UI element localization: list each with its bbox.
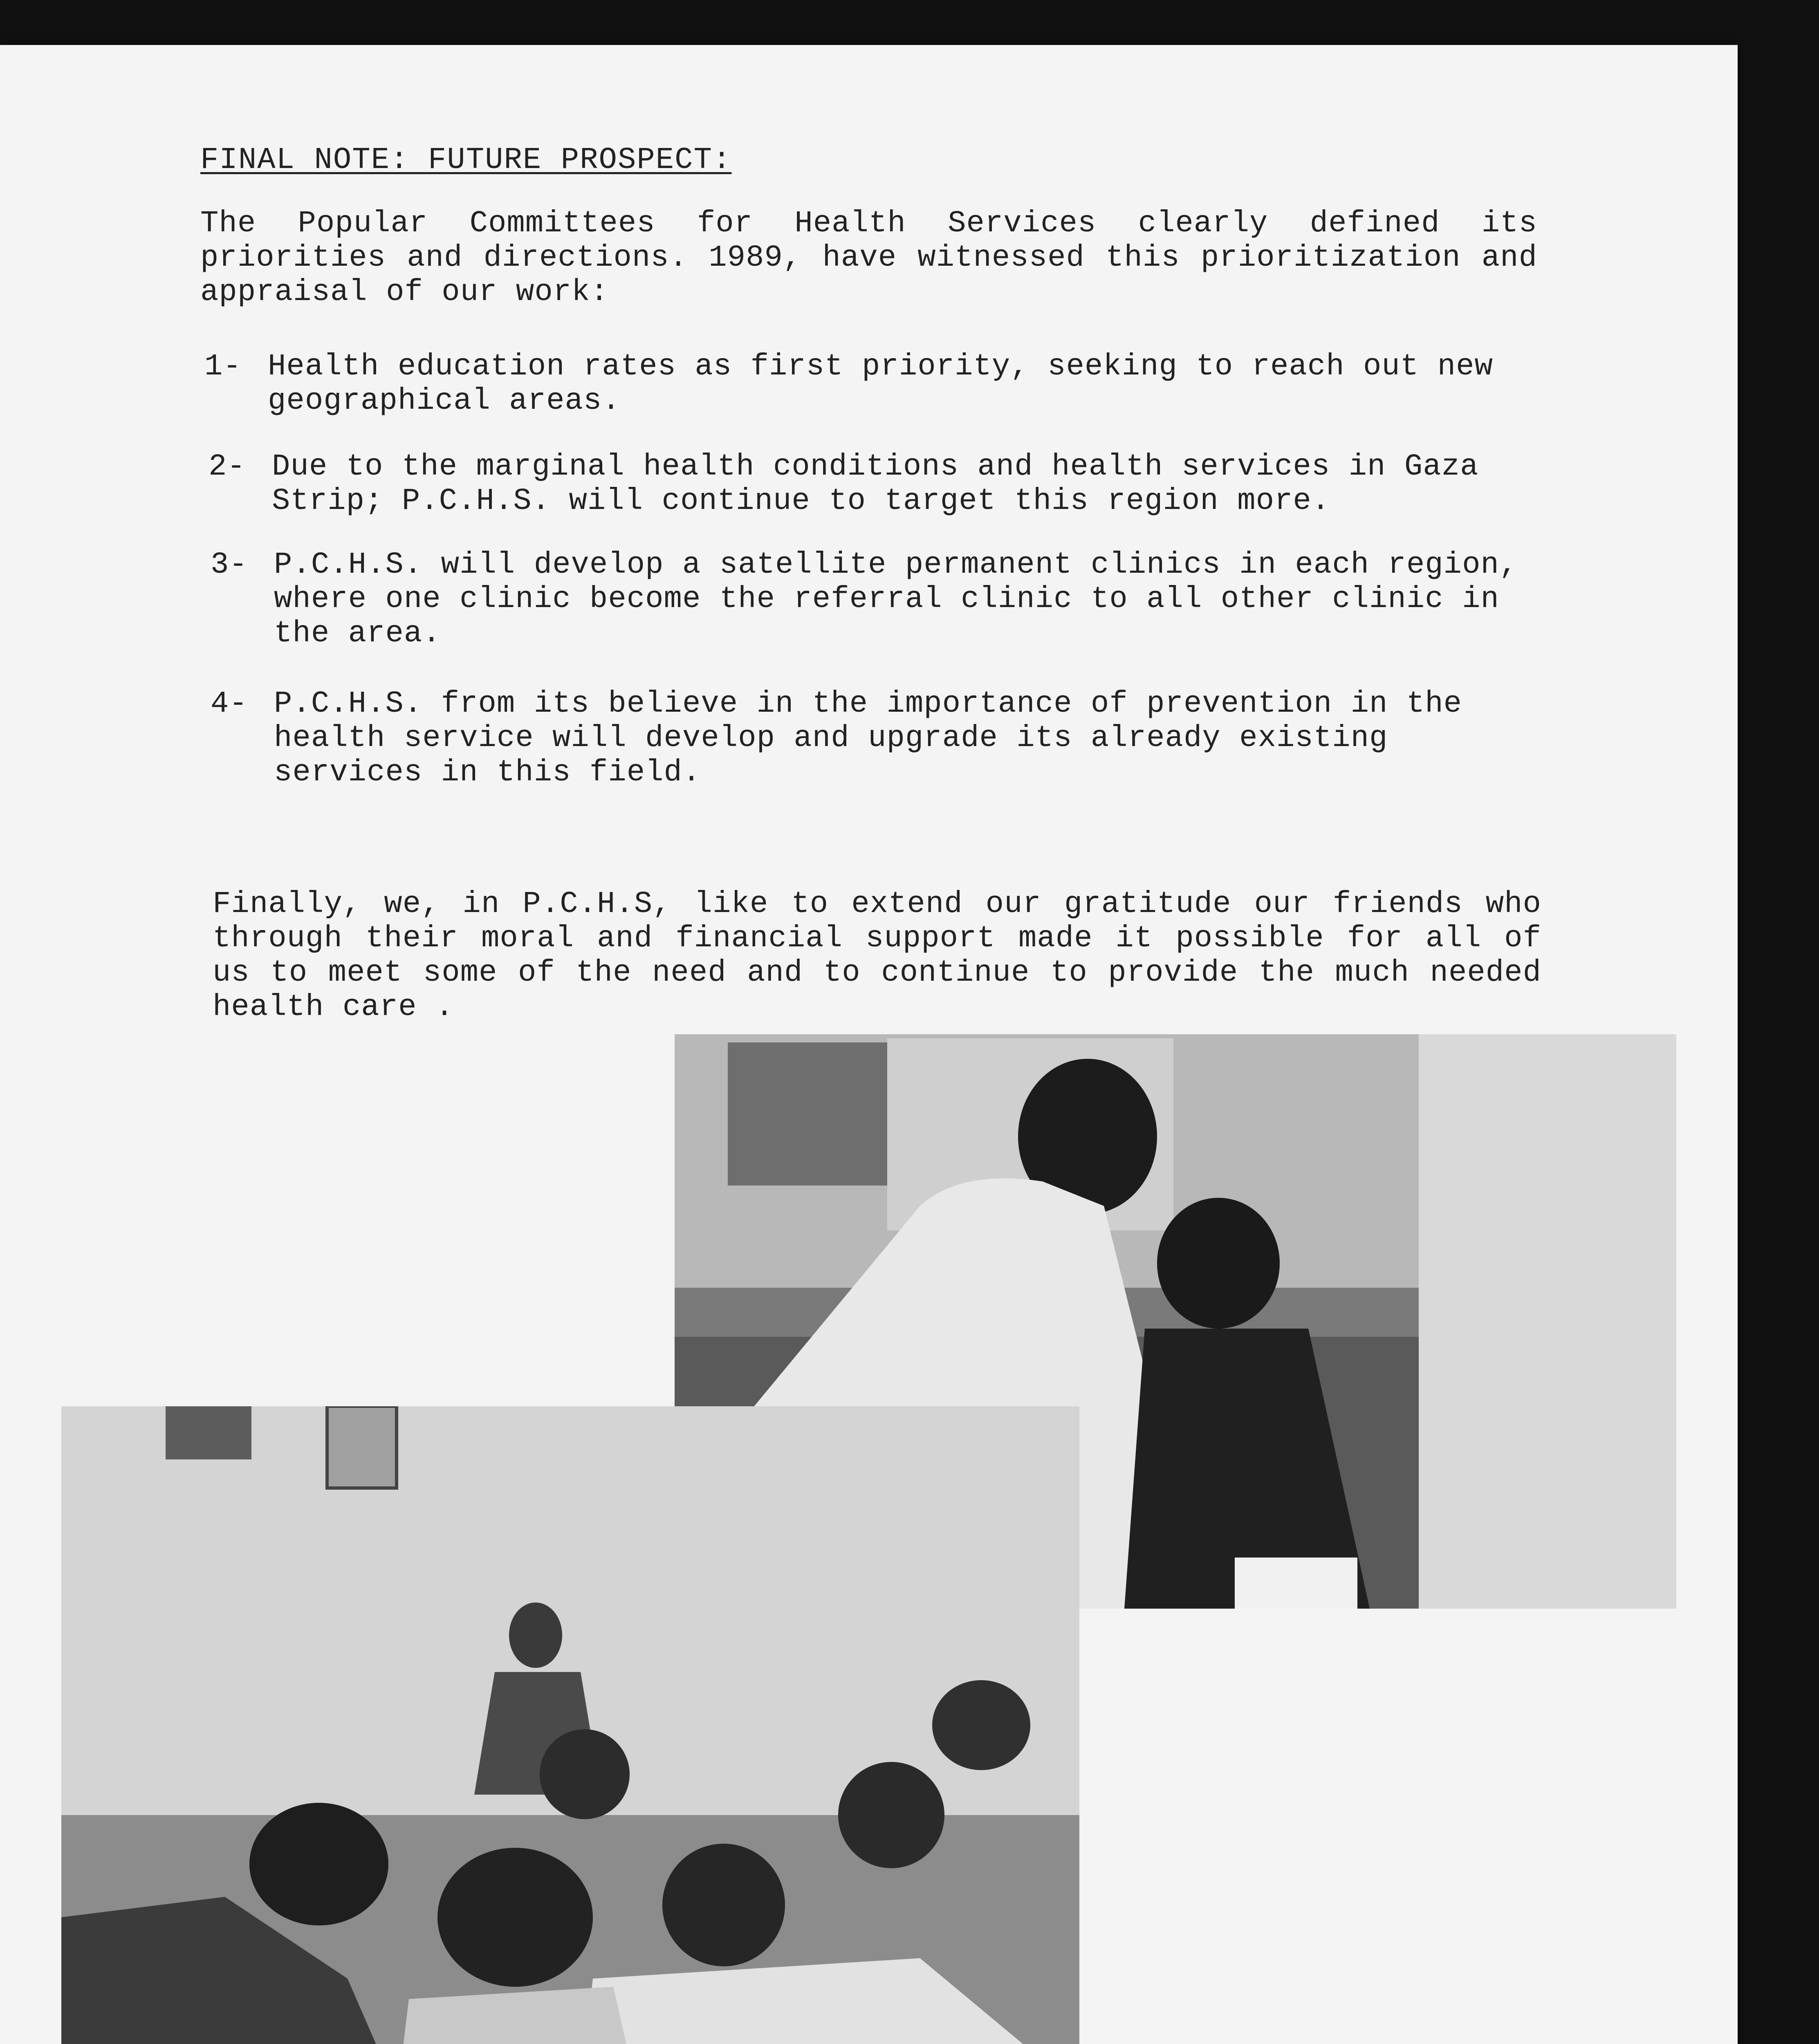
page-heading: FINAL NOTE: FUTURE PROSPECT: — [200, 143, 732, 177]
list-item-number: 1- — [204, 350, 242, 384]
list-item-text: Health education rates as first priority, seeking to reach out new geographical areas. — [268, 350, 1493, 418]
list-item-number: 3- — [211, 548, 248, 582]
list-item-text: P.C.H.S. from its believe in the importance of prevention in the health service will develop and upgrade its already existing services in this field. — [274, 687, 1462, 790]
list-item-text: P.C.H.S. will develop a satellite permanent clinics in each region, where one clinic become the referral clinic to all other clinic in the area. — [274, 548, 1518, 651]
list-item-number: 4- — [211, 687, 248, 721]
closing-paragraph: Finally, we, in P.C.H.S, like to extend our gratitude our friends who through their moral and financial support made it possible for all of us to meet some of the need and to continue to provide the much needed health care . — [213, 887, 1541, 1024]
list-item-number: 2- — [209, 450, 246, 484]
list-item-text: Due to the marginal health conditions and health services in Gaza Strip; P.C.H.S. will continue to target this region more. — [272, 450, 1479, 518]
document-page — [0, 45, 1738, 2044]
classroom-photo-image — [61, 1406, 1079, 2044]
classroom-photo — [61, 1406, 1079, 2044]
intro-paragraph: The Popular Committees for Health Services clearly defined its priorities and directions. 1989, have witnessed this prioritization and appraisal of our work: — [200, 206, 1537, 309]
